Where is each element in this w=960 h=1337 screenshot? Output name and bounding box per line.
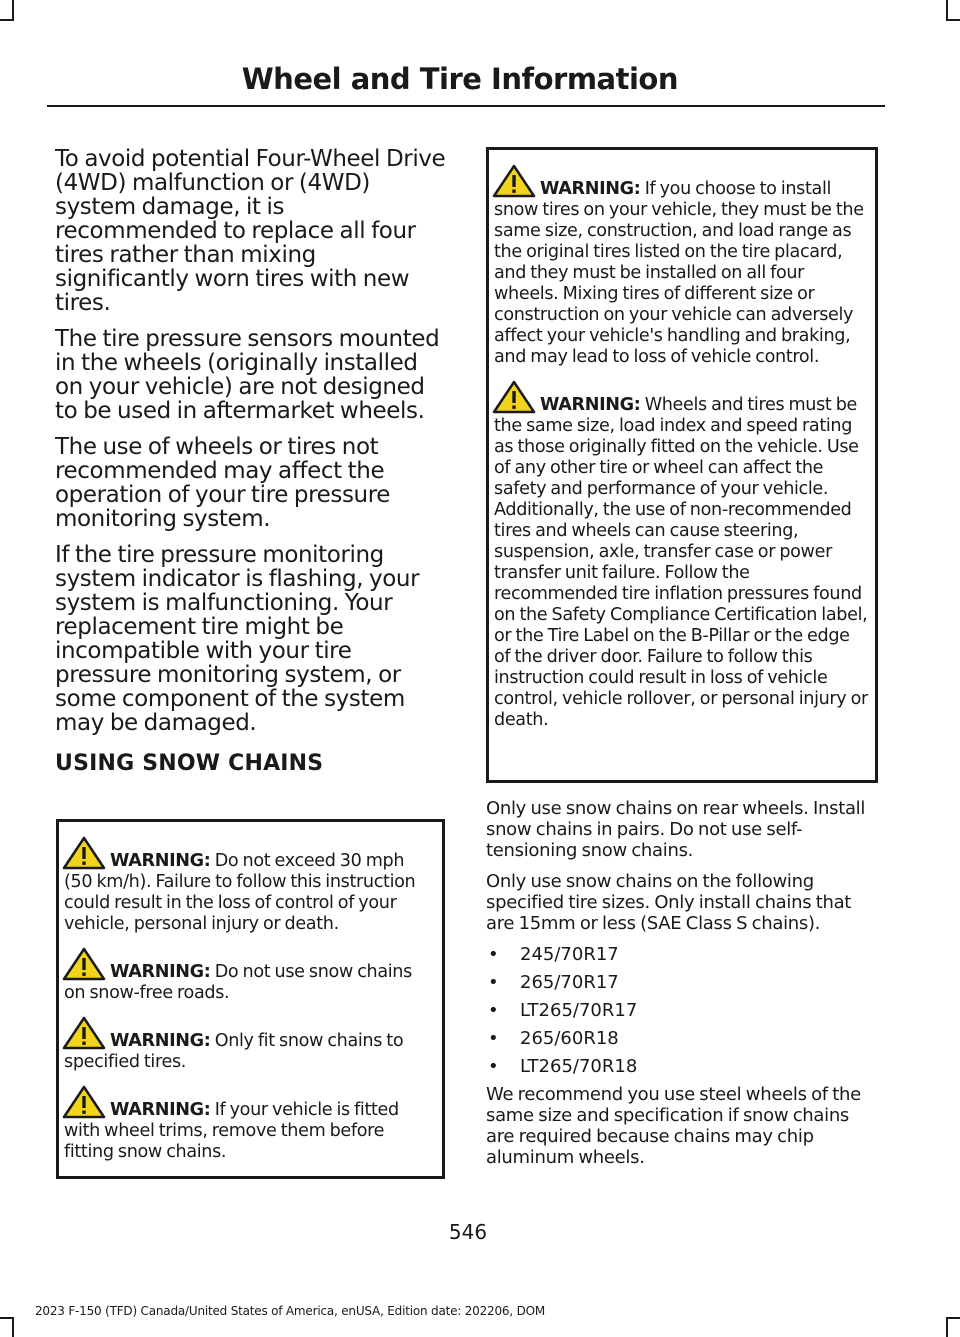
warning-triangle-icon xyxy=(492,380,536,414)
warning-item xyxy=(64,1016,436,1073)
warning-box-snow-tires xyxy=(486,147,878,783)
crop-mark xyxy=(12,0,14,19)
list-item xyxy=(486,972,878,993)
crop-mark xyxy=(12,1317,14,1337)
warning-label: WARNING: xyxy=(110,1031,211,1051)
warning-label: WARNING: xyxy=(540,179,641,199)
section-heading: USING SNOW CHAINS xyxy=(55,751,324,776)
paragraph: The tire pressure sensors mounted in the wheels (originally installed on your vehicle) are not designed to be used in aftermarket wheels. xyxy=(55,326,440,424)
warning-text: Do not use snow chains on snow-free roads. xyxy=(64,962,412,1003)
paragraph: Only use snow chains on rear wheels. Install snow chains in pairs. Do not use self-tensioning snow chains. xyxy=(486,798,866,861)
warning-item xyxy=(494,380,869,731)
header-divider xyxy=(47,105,885,107)
crop-mark xyxy=(946,1317,960,1319)
list-item xyxy=(486,1028,878,1049)
tire-size: 245/70R17 xyxy=(520,944,619,965)
bullet: • xyxy=(488,1056,499,1077)
crop-mark xyxy=(946,19,960,21)
bullet: • xyxy=(488,972,499,993)
footer-edition-info: 2023 F-150 (TFD) Canada/United States of America, enUSA, Edition date: 202206, DOM xyxy=(35,1304,546,1318)
warning-triangle-icon xyxy=(62,1085,106,1119)
tire-size: LT265/70R18 xyxy=(520,1056,638,1077)
tire-size: LT265/70R17 xyxy=(520,1000,638,1021)
bullet: • xyxy=(488,1000,499,1021)
warning-text: Wheels and tires must be the same size, load index and speed rating as those originally fitted on the vehicle. Use of any other tire or wheel can affect the safety and performance of your vehicle. Additionally, the use of non-recommended tires and wheels can cause steering, suspension, axle, transfer case or power transfer unit failure. Follow the recommended tire inflation pressures found on the Safety Compliance Certification label, or the Tire Label on the B-Pillar or the edge of the driver door. Failure to follow this instruction could result in loss of vehicle control, vehicle rollover, or personal injury or death. xyxy=(494,395,868,730)
list-item xyxy=(486,944,878,965)
warning-text: Do not exceed 30 mph (50 km/h). Failure to follow this instruction could result in the loss of control of your vehicle, personal injury or death. xyxy=(64,851,416,934)
warning-text: Only fit snow chains to specified tires. xyxy=(64,1031,404,1072)
paragraph: We recommend you use steel wheels of the same size and specification if snow chains are required because chains may chip aluminum wheels. xyxy=(486,1084,861,1168)
bullet: • xyxy=(488,1028,499,1049)
warning-text: If your vehicle is fitted with wheel trims, remove them before fitting snow chains. xyxy=(64,1100,399,1162)
left-column xyxy=(55,147,447,777)
warning-item xyxy=(64,836,436,935)
page-number: 546 xyxy=(448,1220,488,1244)
warning-item xyxy=(494,164,869,368)
warning-triangle-icon xyxy=(492,164,536,198)
warning-item xyxy=(64,947,436,1004)
crop-mark xyxy=(0,19,14,21)
warning-item xyxy=(64,1085,436,1163)
warning-text: If you choose to install snow tires on your vehicle, they must be the same size, construction, and load range as the original tires listed on the tire placard, and they must be installed on all four wheels. Mixing tires of different size or construction on your vehicle can adversely affect your vehicle's handling and braking, and may lead to loss of vehicle control. xyxy=(494,179,864,367)
list-item xyxy=(486,1056,878,1077)
warning-box-snow-chains xyxy=(56,819,445,1179)
paragraph: To avoid potential Four-Wheel Drive (4WD) malfunction or (4WD) system damage, it is recommended to replace all four tires rather than mixing significantly worn tires with new tires. xyxy=(55,146,446,316)
bullet: • xyxy=(488,944,499,965)
crop-mark xyxy=(946,1317,948,1337)
paragraph: Only use snow chains on the following specified tire sizes. Only install chains that are 15mm or less (SAE Class S chains). xyxy=(486,871,852,934)
page-title: Wheel and Tire Information xyxy=(241,62,678,96)
warning-label: WARNING: xyxy=(110,962,211,982)
right-column xyxy=(486,798,878,1178)
warning-triangle-icon xyxy=(62,836,106,870)
paragraph: If the tire pressure monitoring system indicator is flashing, your system is malfunctioning. Your replacement tire might be incompatible with your tire pressure monitoring system, or some component of the system may be damaged. xyxy=(55,542,420,736)
paragraph: The use of wheels or tires not recommended may affect the operation of your tire pressure monitoring system. xyxy=(55,434,391,532)
tire-size: 265/70R17 xyxy=(520,972,619,993)
warning-label: WARNING: xyxy=(110,1100,211,1120)
crop-mark xyxy=(946,0,948,19)
warning-triangle-icon xyxy=(62,947,106,981)
tire-size-list xyxy=(486,944,878,1077)
list-item xyxy=(486,1000,878,1021)
warning-triangle-icon xyxy=(62,1016,106,1050)
tire-size: 265/60R18 xyxy=(520,1028,619,1049)
warning-label: WARNING: xyxy=(110,851,211,871)
crop-mark xyxy=(0,1317,14,1319)
warning-label: WARNING: xyxy=(540,395,641,415)
